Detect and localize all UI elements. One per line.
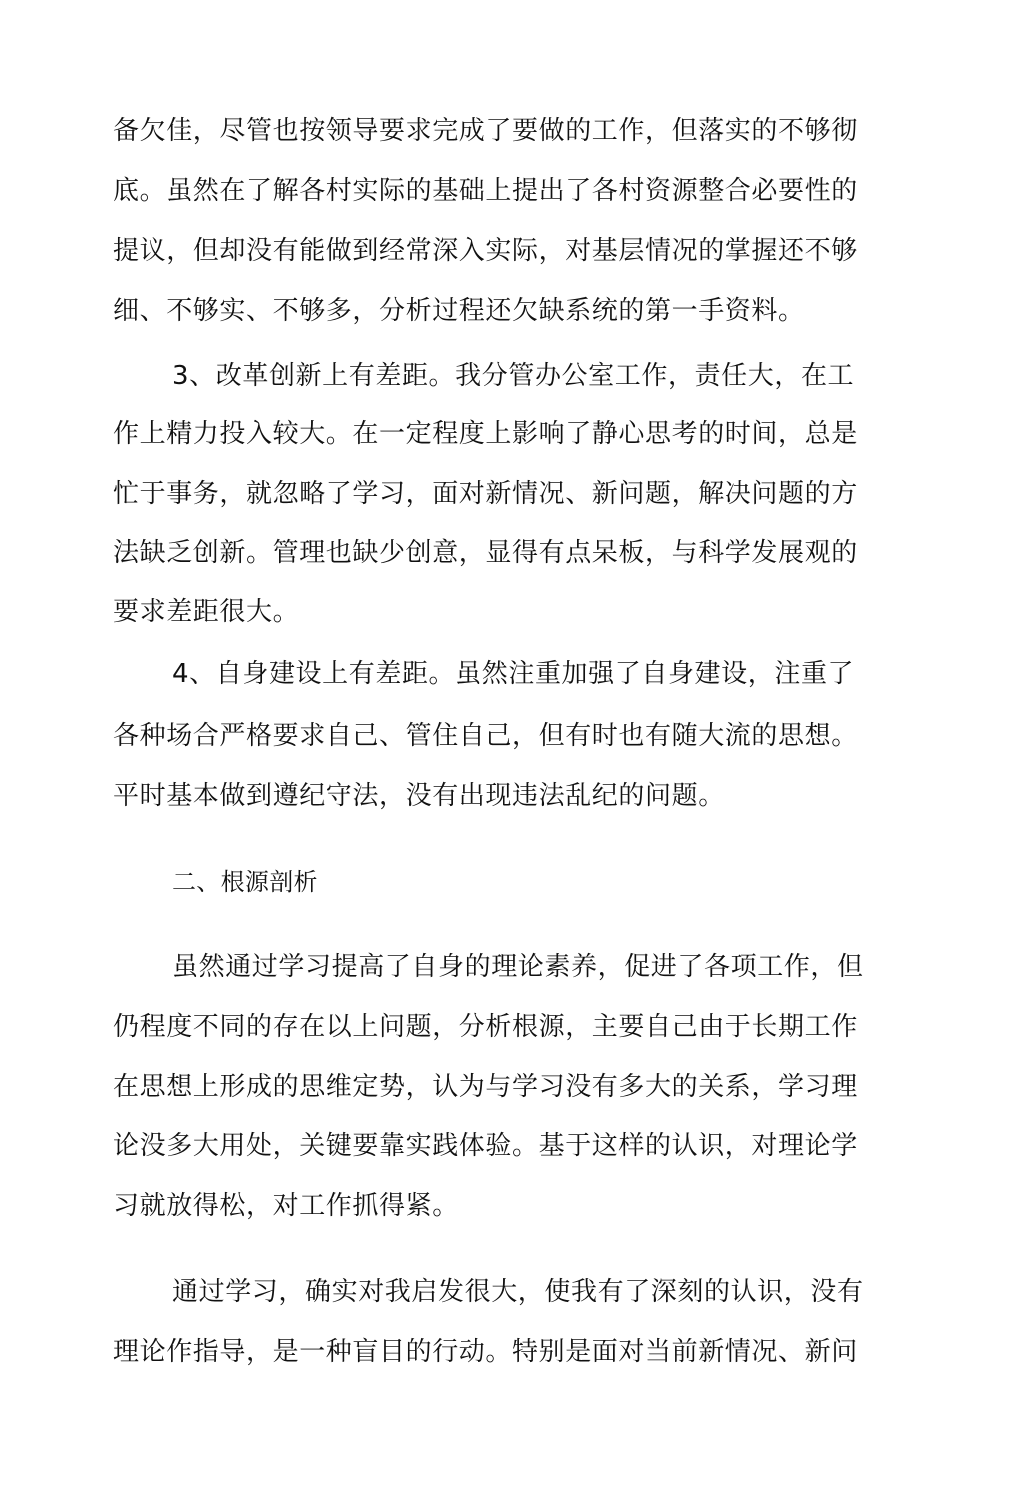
- text-line: 底。虽然在了解各村实际的基础上提出了各村资源整合必要性的: [113, 176, 858, 206]
- text-line: 细、不够实、不够多，分析过程还欠缺系统的第一手资料。: [113, 296, 805, 326]
- text-line: 平时基本做到遵纪守法，没有出现违法乱纪的问题。: [113, 781, 725, 811]
- text-line: 通过学习，确实对我启发很大，使我有了深刻的认识，没有: [172, 1277, 864, 1307]
- text-line: 备欠佳，尽管也按领导要求完成了要做的工作，但落实的不够彻: [113, 116, 858, 146]
- text-line: 虽然通过学习提高了自身的理论素养，促进了各项工作，但: [172, 952, 864, 982]
- text-line: 法缺乏创新。管理也缺少创意，显得有点呆板，与科学发展观的: [113, 538, 858, 568]
- section-heading: 二、根源剖析: [172, 868, 318, 896]
- text-line: 各种场合严格要求自己、管住自己，但有时也有随大流的思想。: [113, 721, 858, 751]
- text-line: 提议，但却没有能做到经常深入实际，对基层情况的掌握还不够: [113, 236, 858, 266]
- text-line: 理论作指导，是一种盲目的行动。特别是面对当前新情况、新问: [113, 1337, 858, 1367]
- text-line: 3、改革创新上有差距。我分管办公室工作，责任大，在工: [172, 361, 855, 391]
- text-line: 习就放得松，对工作抓得紧。: [113, 1191, 459, 1221]
- text-line: 要求差距很大。: [113, 597, 300, 627]
- text-line: 4、自身建设上有差距。虽然注重加强了自身建设，注重了: [172, 659, 855, 689]
- text-line: 忙于事务，就忽略了学习，面对新情况、新问题，解决问题的方: [113, 479, 858, 509]
- text-line: 论没多大用处，关键要靠实践体验。基于这样的认识，对理论学: [113, 1131, 858, 1161]
- text-line: 在思想上形成的思维定势，认为与学习没有多大的关系，学习理: [113, 1072, 858, 1102]
- text-line: 仍程度不同的存在以上问题，分析根源，主要自己由于长期工作: [113, 1012, 858, 1042]
- text-line: 作上精力投入较大。在一定程度上影响了静心思考的时间，总是: [113, 419, 858, 449]
